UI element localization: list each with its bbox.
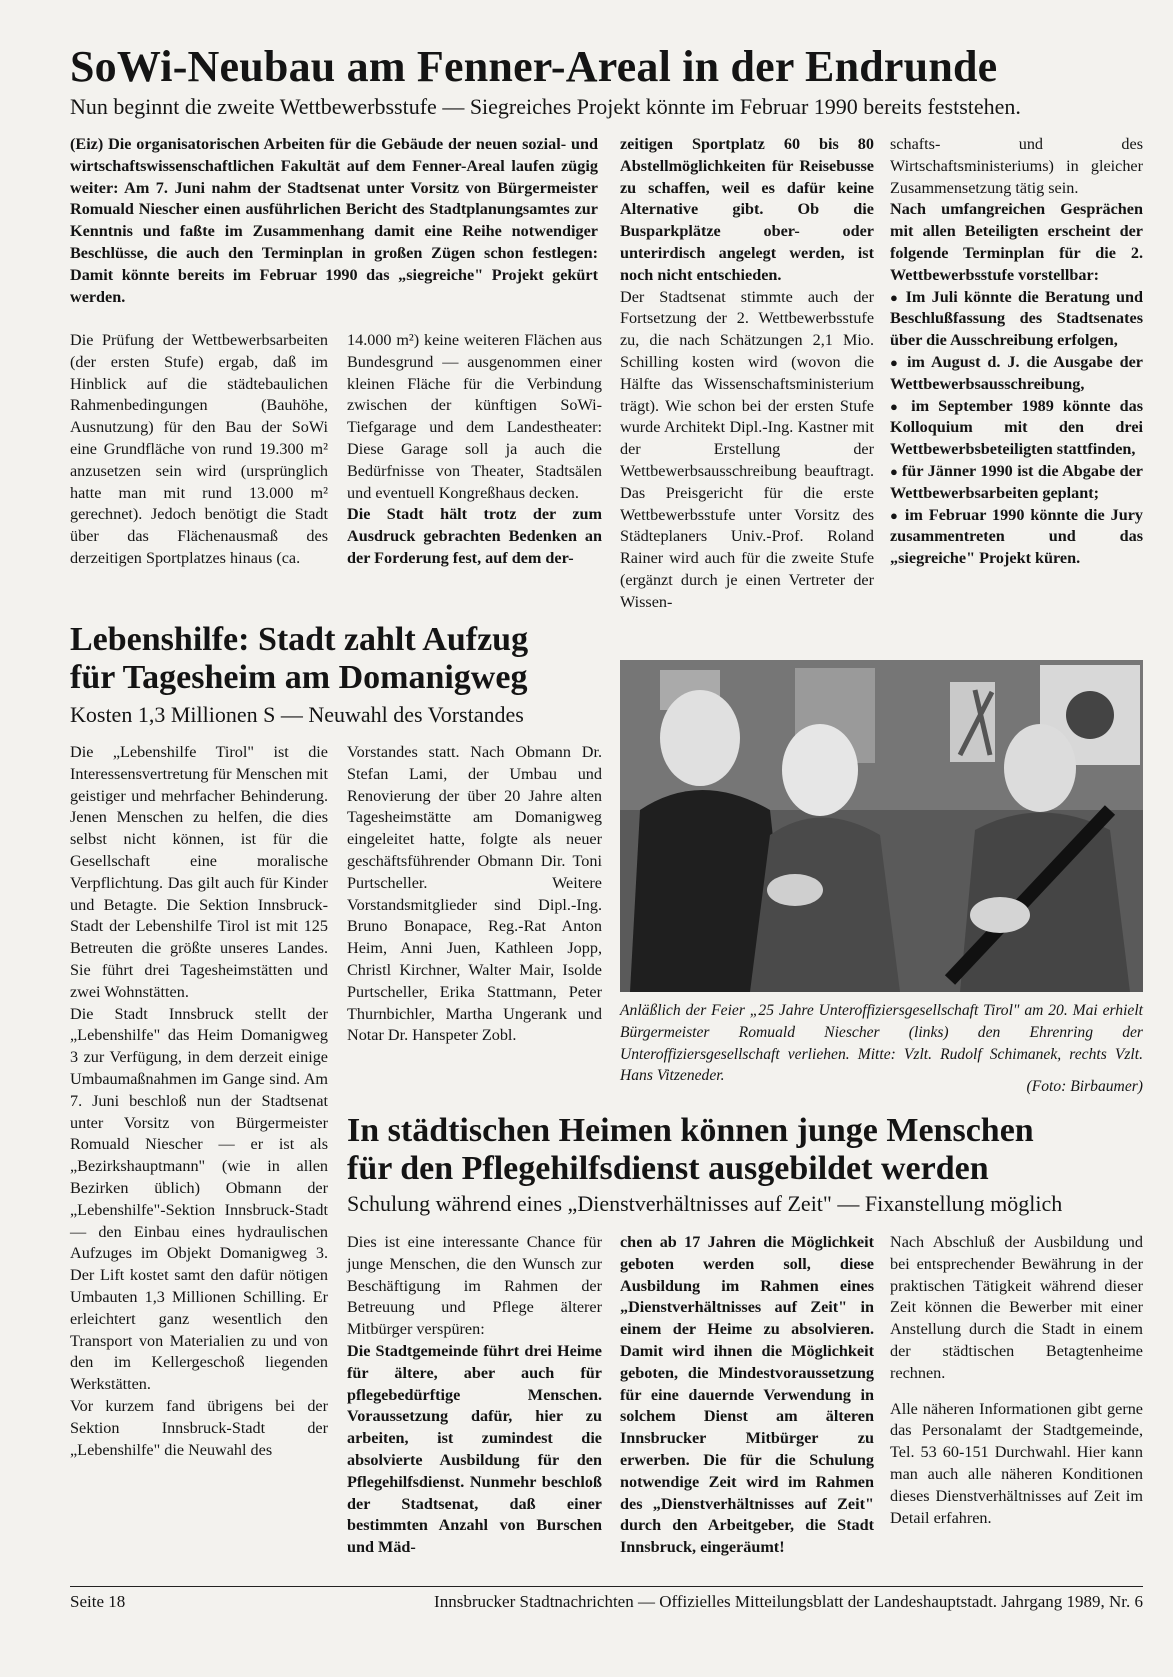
photo-caption — [620, 1000, 1143, 1087]
schedule-item: ● im August d. J. die Ausgabe der Wettbewerbsausschreibung, — [890, 352, 1143, 396]
page-number: Seite 18 — [70, 1592, 126, 1611]
article2-subtitle: Kosten 1,3 Millionen S — Neuwahl des Vorstandes — [70, 702, 524, 727]
article2-col2: Vorstandes statt. Nach Obmann Dr. Stefan Lami, der Umbau und Renovierung der über 20 Jahre alten Tagesheimstätte am Domanigweg eingeleitet hatte, folgte als neuer geschäftsführender Obmann Dir. Toni Purtscheller. Weitere Vorstandsmitglieder sind Dipl.-Ing. Bruno Bonapace, Reg.-Rat Anton Heim, Anni Juen, Kathleen Jopp, Christl Kirchner, Walter Mair, Isolde Purtscheller, Erika Stattmann, Peter Thurnbichler, Martha Ungerank und Notar Dr. Hanspeter Zobl. — [347, 743, 602, 1045]
article2-col1 — [70, 742, 328, 1461]
article3-col3-p1: Nach Abschluß der Ausbildung und bei entsprechender Bewährung in der praktischen Tätigkeit während dieser Zeit können die Bewerber mit einer Anstellung durch die Stadt in einem der städtischen Betagtenheime rechnen. — [890, 1233, 1143, 1382]
article1-subtitle: Nun beginnt die zweite Wettbewerbsstufe — Siegreiches Projekt könnte im Februar 1990 bereits feststehen. — [70, 94, 1021, 119]
photo-credit: (Foto: Birbaumer) — [1026, 1078, 1143, 1095]
article3-col2: chen ab 17 Jahren die Möglichkeit geboten werden soll, diese Ausbildung im Rahmen eines „Dienstverhältnisses auf Zeit" in einem der Heime zu absolvieren. Damit wird ihnen die Möglichkeit geboten, die Mindestvoraussetzung für eine dauernde Verwendung in solchem Dienst am älteren Innsbrucker Mitbürger zu erwerben. Die für die Schulung notwendige Zeit wird im Rahmen des „Dienstverhältnisses auf Zeit" durch den Arbeitgeber, die Stadt Innsbruck, eingeräumt! — [620, 1233, 874, 1557]
photo-caption-text: Anläßlich der Feier „25 Jahre Unteroffiziersgesellschaft Tirol" am 20. Mai erhielt Bürgermeister Romuald Niescher (links) den Ehrenring der Unteroffiziersgesellschaft verliehen. Mitte: Vzlt. Rudolf Schimanek, rechts Vzlt. Hans Vitzeneder. — [620, 1002, 1143, 1085]
footer-rule — [70, 1586, 1143, 1587]
article2-col1-p1: Die „Lebenshilfe Tirol" ist die Interessensvertretung für Menschen mit geistiger und mehrfacher Behinderung. Jenen Menschen zu helfen, die dies selbst nicht können, ist für die Gesellschaft eine moralische Verpflichtung. Das gilt auch für Kinder und Betagte. Die Sektion Innsbruck-Stadt der Lebenshilfe Tirol ist mit 125 Betreuten die größte unseres Landes. Sie führt drei Tagesheimstätten und zwei Wohnstätten. — [70, 743, 328, 1001]
article1-col2-bold: Die Stadt hält trotz der zum Ausdruck gebrachten Bedenken an der Forderung fest, auf dem der- — [347, 505, 602, 567]
article2-title-line2: für Tagesheim am Domanigweg — [70, 659, 528, 696]
article1-col2 — [347, 330, 602, 570]
article3-col1-bold: Die Stadtgemeinde führt drei Heime für ältere, aber auch für pflegebedürftige Menschen. Voraussetzung dafür, hier zu arbeiten, ist zumindest die absolvierte Ausbildung für den Pflegehilfsdienst. Nunmehr beschloß der Stadtsenat, daß einer bestimmten Anzahl von Burschen und Mäd- — [347, 1341, 602, 1557]
article1-title: SoWi-Neubau am Fenner-Areal in der Endrunde — [70, 42, 998, 91]
article1-col4-text: schafts- und des Wirtschaftsministeriums) in gleicher Zusammensetzung tätig sein. — [890, 135, 1143, 197]
publication-line: Innsbrucker Stadtnachrichten — Offizielles Mitteilungsblatt der Landeshauptstadt. Jahrgang 1989, Nr. 6 — [434, 1592, 1143, 1611]
article3-title-line1: In städtischen Heimen können junge Menschen — [347, 1112, 1034, 1149]
article1-col2-text: 14.000 m²) keine weiteren Flächen aus Bundesgrund — ausgenommen einer kleinen Fläche für die Verbindung zwischen der künftigen SoWi-Tiefgarage und dem Landestheater: Diese Garage soll ja auch die Bedürfnisse von Theater, Stadtsälen und eventuell Kongreßhaus decken. — [347, 331, 602, 502]
article3-subtitle: Schulung während eines „Dienstverhältnisses auf Zeit" — Fixanstellung möglich — [347, 1191, 1063, 1216]
article3-col3 — [890, 1232, 1143, 1529]
article1-col4-bold: Nach umfangreichen Gesprächen mit allen Beteiligten erscheint der folgende Terminplan für die 2. Wettbewerbsstufe vorstellbar: — [890, 200, 1143, 284]
article3-title-line2: für den Pflegehilfsdienst ausgebildet werden — [347, 1150, 989, 1187]
schedule-item: ● für Jänner 1990 ist die Abgabe der Wettbewerbsarbeiten geplant; — [890, 461, 1143, 505]
article2-title — [70, 621, 610, 697]
article1-col1: Die Prüfung der Wettbewerbsarbeiten (der ersten Stufe) ergab, daß im Hinblick auf die städtebaulichen Rahmenbedingungen (Bauhöhe, Ausnutzung) für den Bau der SoWi eine Grundfläche von rund 19.300 m² anzusetzen sein wird (ursprünglich hatte man mit rund 13.000 m² gerechnet). Jedoch benötigt die Stadt über das Flächenausmaß des derzeitigen Sportplatzes hinaus (ca. — [70, 331, 328, 567]
schedule-item: ● Im Juli könnte die Beratung und Beschlußfassung des Stadtsenates über die Ausschreibung erfolgen, — [890, 287, 1143, 352]
article1-col3 — [620, 134, 874, 614]
photo-illustration — [620, 660, 1143, 992]
article1-col3-bold: zeitigen Sportplatz 60 bis 80 Abstellmöglichkeiten für Reisebusse zu schaffen, weil es dafür keine Alternative gibt. Ob die Busparkplätze ober- oder unterirdisch angelegt werden, ist noch nicht entschieden. — [620, 135, 874, 284]
article3-col1 — [347, 1232, 602, 1559]
article2-col1-p3: Vor kurzem fand übrigens bei der Sektion Innsbruck-Stadt der „Lebenshilfe" die Neuwahl des — [70, 1396, 328, 1459]
article3-col3-p2: Alle näheren Informationen gibt gerne das Personalamt der Stadtgemeinde, Tel. 53 60-151 Durchwahl. Hier kann man auch alle näheren Konditionen dieses Dienstverhältnisses auf Zeit im Detail erfahren. — [890, 1399, 1143, 1527]
news-photo — [620, 660, 1143, 992]
schedule-item: ● im September 1989 könnte das Kolloquium mit den drei Wettbewerbsbeteiligten stattfinden, — [890, 396, 1143, 461]
article2-title-line1: Lebenshilfe: Stadt zahlt Aufzug — [70, 621, 529, 658]
article1-col4 — [890, 134, 1143, 570]
schedule-item: ● im Februar 1990 könnte die Jury zusammentreten und das „siegreiche" Projekt küren. — [890, 505, 1143, 570]
article2-col1-p2: Die Stadt Innsbruck stellt der „Lebenshilfe" das Heim Domanigweg 3 zur Verfügung, in dem derzeit einige Umbaumaßnahmen im Gange sind. Am 7. Juni beschloß nun der Stadtsenat unter Vorsitz von Bürgermeister Romuald Niescher — er ist als „Bezirkshauptmann" (wie in allen Bezirken üblich) Obmann der „Lebenshilfe"-Sektion Innsbruck-Stadt — den Einbau eines hydraulischen Aufzuges im Objekt Domanigweg 3. Der Lift kostet samt den dafür nötigen Umbauten 1,3 Millionen Schilling. Er erleichtert ganz wesentlich den Transport von Materialien zu und von den im Kellergeschoß liegenden Werkstätten. — [70, 1004, 328, 1394]
article1-lead: (Eiz) Die organisatorischen Arbeiten für die Gebäude der neuen sozial- und wirtschaftswissenschaftlichen Fakultät auf dem Fenner-Areal laufen zügig weiter: Am 7. Juni nahm der Stadtsenat unter Vorsitz von Bürgermeister Romuald Niescher einen ausführlichen Bericht des Stadtplanungsamtes zur Kenntnis und faßte im Zusammenhang damit eine Reihe notwendiger Beschlüsse, die auch den Terminplan in großen Zügen schon festlegen: Damit könnte bereits im Februar 1990 das „siegreiche" Projekt gekürt werden. — [70, 135, 598, 306]
article3-title — [347, 1112, 1147, 1188]
article3-col1-text: Dies ist eine interessante Chance für junge Menschen, die den Wunsch zur Beschäftigung im Rahmen der Betreuung und Pflege älterer Mitbürger verspüren: — [347, 1233, 602, 1339]
article1-col3-text: Der Stadtsenat stimmte auch der Fortsetzung der 2. Wettbewerbsstufe zu, die nach Schätzungen 2,1 Mio. Schilling kosten wird (wovon die Hälfte das Wissenschaftsministerium trägt). Wie schon bei der ersten Stufe wurde Architekt Dipl.-Ing. Kastner mit der Erstellung der Wettbewerbsausschreibung beauftragt. Das Preisgericht für die erste Wettbewerbsstufe unter Vorsitz des Städteplaners Univ.-Prof. Roland Rainer wird auch für die zweite Stufe (ergänzt durch je einen Vertreter der Wissen- — [620, 287, 874, 611]
